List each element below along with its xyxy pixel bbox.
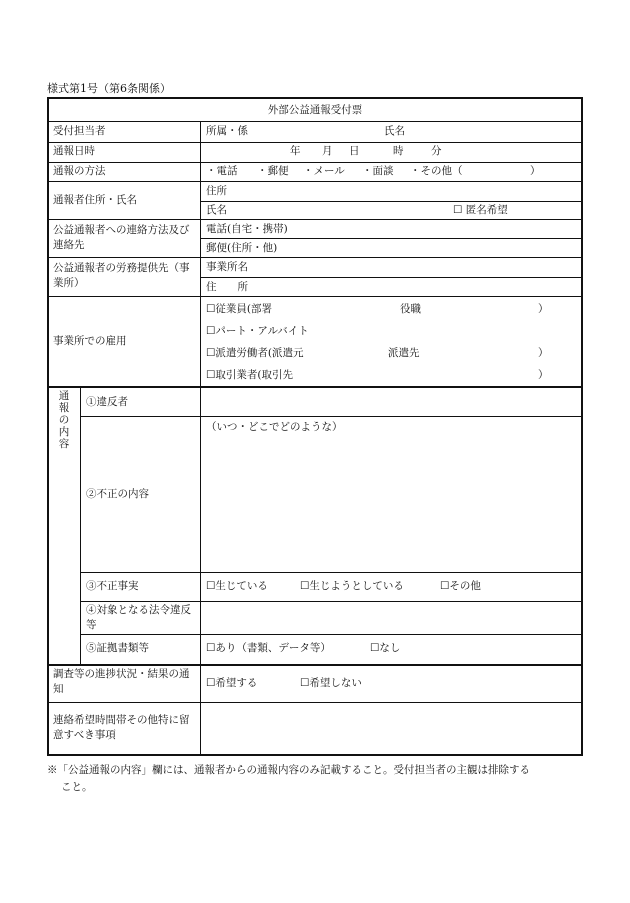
fact-label: ③不正事実 <box>86 580 139 592</box>
footnote <box>47 762 587 796</box>
employment-parttime-checkbox[interactable]: ☐パート・アルバイト <box>206 325 309 337</box>
datetime-minute[interactable]: 分 <box>431 145 442 157</box>
row-divider <box>200 238 583 239</box>
method-label: 通報の方法 <box>53 165 106 177</box>
datetime-month[interactable]: 月 <box>322 145 333 157</box>
receiver-dept-field[interactable]: 所属・係 <box>206 125 248 137</box>
method-close-paren: ） <box>530 165 541 177</box>
receiver-label: 受付担当者 <box>53 125 106 137</box>
row-divider <box>80 416 583 417</box>
form-number: 様式第1号（第6条関係） <box>47 82 171 95</box>
reporter-address-field[interactable]: 住所 <box>206 185 227 197</box>
progress-not-want-checkbox[interactable]: ☐希望しない <box>300 677 362 689</box>
evidence-yes-checkbox[interactable]: ☐あり（書類、データ等） <box>206 642 331 654</box>
employment-close-paren: ） <box>538 303 549 315</box>
datetime-day[interactable]: 日 <box>349 145 360 157</box>
contact-label: 公益通報者への連絡方法及び連絡先 <box>53 224 190 251</box>
method-interview[interactable]: ・面談 <box>362 165 394 177</box>
contact-phone-field[interactable]: 電話(自宅・携帯) <box>206 223 288 235</box>
row-divider <box>47 296 583 297</box>
footnote-line-2: こと。 <box>61 781 93 793</box>
employment-label: 事業所での雇用 <box>53 335 127 347</box>
anonymous-checkbox[interactable]: ☐ 匿名希望 <box>453 204 508 216</box>
content-vertical-label: 通報の内容 <box>58 390 70 450</box>
employment-position-label: 役職 <box>400 303 421 315</box>
reporter-label: 通報者住所・氏名 <box>53 194 137 206</box>
evidence-no-checkbox[interactable]: ☐なし <box>370 642 401 654</box>
employment-close-paren: ） <box>538 347 549 359</box>
row-divider <box>80 634 583 635</box>
improper-hint: （いつ・どこでどのような） <box>206 421 343 433</box>
datetime-year[interactable]: 年 <box>290 145 301 157</box>
receiver-name-field[interactable]: 氏名 <box>384 125 405 137</box>
row-divider <box>200 201 583 202</box>
labor-label: 公益通報者の労務提供先（事業所） <box>53 262 190 289</box>
method-phone[interactable]: ・電話 <box>206 165 238 177</box>
evidence-label: ⑤証拠書類等 <box>86 642 149 654</box>
datetime-hour[interactable]: 時 <box>393 145 404 157</box>
method-mail[interactable]: ・郵便 <box>257 165 289 177</box>
fact-other-checkbox[interactable]: ☐その他 <box>440 580 481 592</box>
method-email[interactable]: ・メール <box>303 165 345 177</box>
row-divider <box>47 664 583 666</box>
other-field[interactable] <box>201 703 581 754</box>
employment-dispatch-checkbox[interactable]: ☐派遣労働者(派遣元 <box>206 347 304 359</box>
employment-close-paren: ） <box>538 369 549 381</box>
row-divider <box>47 121 583 122</box>
footnote-line-1: ※「公益通報の内容」欄には、通報者からの通報内容のみ記載すること。受付担当者の主観は排除する <box>47 764 530 776</box>
form-title: 外部公益通報受付票 <box>267 104 363 116</box>
employment-vendor-checkbox[interactable]: ☐取引業者(取引先 <box>206 369 294 381</box>
row-divider <box>80 601 583 602</box>
row-divider <box>47 181 583 182</box>
row-divider <box>80 572 583 573</box>
fact-about-to-occur-checkbox[interactable]: ☐生じようとしている <box>300 580 404 592</box>
column-divider <box>80 387 81 664</box>
row-divider <box>200 277 583 278</box>
labor-office-field[interactable]: 事業所名 <box>206 261 248 273</box>
progress-want-checkbox[interactable]: ☐希望する <box>206 677 258 689</box>
row-divider <box>47 386 583 388</box>
improper-label: ②不正の内容 <box>86 488 149 500</box>
contact-mail-field[interactable]: 郵便(住所・他) <box>206 242 278 254</box>
employment-employee-checkbox[interactable]: ☐従業員(部署 <box>206 303 273 315</box>
employment-dispatch-dest-label: 派遣先 <box>388 347 420 359</box>
law-label: ④対象となる法令違反等 <box>86 604 191 631</box>
row-divider <box>47 142 583 143</box>
fact-occurring-checkbox[interactable]: ☐生じている <box>206 580 268 592</box>
row-divider <box>47 219 583 220</box>
labor-address-field[interactable]: 住 所 <box>206 281 248 293</box>
reporter-name-field[interactable]: 氏名 <box>206 204 227 216</box>
column-divider <box>200 387 201 756</box>
other-label: 連絡希望時間帯その他特に留意すべき事項 <box>53 714 190 741</box>
row-divider <box>47 162 583 163</box>
column-divider <box>200 121 201 386</box>
method-other[interactable]: ・その他（ <box>410 165 463 177</box>
datetime-label: 通報日時 <box>53 145 95 157</box>
row-divider <box>47 257 583 258</box>
progress-label: 調査等の進捗状況・結果の通知 <box>53 668 190 695</box>
violator-label: ①違反者 <box>86 396 128 408</box>
